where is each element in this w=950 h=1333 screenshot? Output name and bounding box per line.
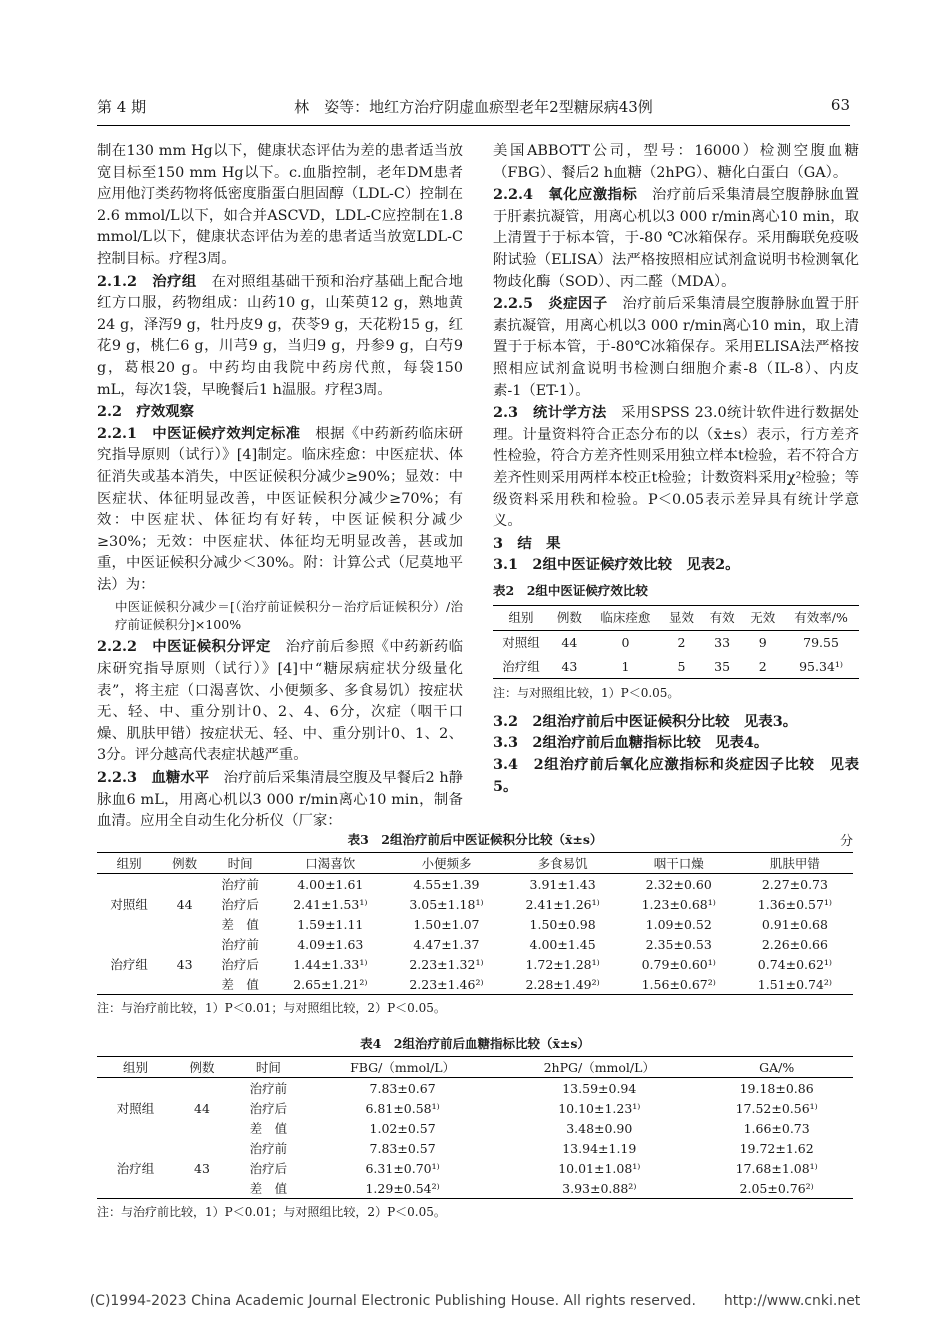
table-header-row	[97, 853, 853, 874]
paragraph: 2.2.1 中医证候疗效判定标准 根据《中药新药临床研究指导原则（试行）》[4]制定。临床痊愈：中医症状、体征消失或基本消失，中医证候积分减少≥90%；显效：中医症状、体征明显改善，中医证候积分减少≥70%；有效：中医症状、体征均有好转，中医证候积分减少≥30%；无效：中医症状、体征均无明显改善，甚或加重，中医证候积分减少＜30%。附：计算公式（尼莫地平法）为：	[97, 424, 463, 593]
table-cell: 4.09±1.63	[297, 936, 364, 952]
table-cell: 17.52±0.56¹⁾	[735, 1100, 818, 1116]
table-cell: 1.02±0.57	[369, 1120, 436, 1136]
table-cell: 6.81±0.58¹⁾	[365, 1100, 440, 1116]
table-cell: 对照组	[502, 635, 540, 651]
table-row	[97, 914, 853, 934]
table-cell: 1.44±1.33¹⁾	[293, 956, 368, 972]
section-heading: 2.2 疗效观察	[97, 403, 194, 421]
section-heading: 3 结 果	[493, 534, 561, 552]
table-unit: 分	[839, 834, 853, 849]
formula: 中医证候积分减少＝[（治疗前证候积分－治疗后证候积分）/治疗前证候积分]×100%	[115, 599, 463, 633]
sample-size-cell: 43	[174, 1138, 230, 1199]
table-caption: 表3 2组治疗前后中医证候积分比较（x̄±s）	[347, 832, 603, 847]
table-cell: 2.65±1.21²⁾	[272, 974, 388, 995]
column-header: 例数	[161, 853, 208, 874]
copyright-footer: (C)1994-2023 China Academic Journal Electronic Publishing House. All rights reserved. http://www.cnki.net	[89, 1293, 861, 1309]
table-cell: 13.94±1.19	[562, 1140, 637, 1156]
table-cell: 43	[549, 655, 590, 679]
column-header: 例数	[174, 1057, 230, 1078]
table-cell: 1.51±0.74²⁾	[737, 974, 853, 995]
table-cell: 3.48±0.90	[566, 1120, 633, 1136]
table-row	[97, 974, 853, 995]
column-header: 组别	[493, 606, 549, 631]
table-cell: 1.72±1.28¹⁾	[525, 956, 600, 972]
section-heading: 3.4 2组治疗前后氧化应激指标和炎症因子比较 见表5。	[493, 756, 859, 795]
table-cell: 10.01±1.08¹⁾	[558, 1160, 641, 1176]
section-heading: 2.2.2 中医证候积分评定	[97, 638, 271, 656]
table-cell: 4.00±1.45	[529, 936, 596, 952]
sample-size-cell: 44	[176, 896, 193, 912]
table-cell: 13.59±0.94	[562, 1080, 637, 1096]
section-heading: 2.2.4 氧化应激指标	[493, 186, 638, 204]
table-cell: 7.83±0.67	[369, 1080, 436, 1096]
table-cell: 1.50±0.98	[529, 916, 596, 932]
column-header: 咽干口燥	[621, 853, 737, 874]
table-cell: 1.56±0.67²⁾	[621, 974, 737, 995]
table-3	[97, 852, 853, 995]
paragraph: 美国ABBOTT公司，型号：16000）检测空腹血糖（FBG）、餐后2 h血糖（2hPG）、糖化白蛋白（GA）。	[493, 143, 859, 181]
section-heading: 3.1 2组中医证候疗效比较 见表2。	[493, 556, 740, 574]
sample-size-cell: 44	[194, 1100, 210, 1116]
table-cell: 10.10±1.23¹⁾	[558, 1100, 641, 1116]
table-cell: 33	[714, 635, 731, 651]
table-header-row	[97, 1057, 853, 1078]
group-name-cell: 对照组	[116, 1101, 155, 1116]
paragraph: 2.2.2 中医证候积分评定 治疗前后参照《中药新药临床研究指导原则（试行）》[4]中“糖尿病症状分级量化表”，将主症（口渴喜饮、小便频多、多食易饥）按症状无、轻、中、重分别计0、2、4、6分，次症（咽干口燥、肌肤甲错）按症状无、轻、中、重分别计0、1、2、3分。评分越高代表症状越严重。	[97, 638, 463, 764]
section-heading: 2.2.5 炎症因子	[493, 295, 608, 313]
table-cell: 4.47±1.37	[413, 936, 480, 952]
table-row	[493, 655, 859, 679]
time-cell: 差 值	[208, 974, 272, 995]
table-cell: 1.50±1.07	[413, 916, 480, 932]
column-header: 无效	[742, 606, 783, 631]
group-name-cell: 对照组	[110, 897, 148, 912]
table-cell: 2.41±1.53¹⁾	[293, 896, 368, 912]
group-name-cell: 治疗组	[97, 934, 161, 995]
time-cell: 治疗后	[221, 897, 259, 912]
time-cell: 治疗前	[249, 1141, 288, 1156]
column-header: 临床痊愈	[590, 606, 661, 631]
table-row	[97, 1078, 853, 1099]
table-cell: 79.55	[803, 635, 839, 651]
table-cell: 1.09±0.52	[645, 916, 712, 932]
table-cell: 2.05±0.76²⁾	[700, 1178, 853, 1199]
column-header: 有效率/%	[783, 606, 859, 631]
table-note: 注：与治疗前比较，1）P＜0.01；与对照组比较，2）P＜0.05。	[97, 1001, 446, 1015]
table-cell: 7.83±0.57	[369, 1140, 436, 1156]
column-header: 时间	[208, 853, 272, 874]
table-row	[493, 631, 859, 655]
table-4	[97, 1056, 853, 1199]
section-heading: 3.3 2组治疗前后血糖指标比较 见表4。	[493, 734, 769, 752]
column-header: FBG/（mmol/L）	[307, 1057, 498, 1078]
column-header: 例数	[549, 606, 590, 631]
time-cell: 治疗后	[249, 1101, 288, 1116]
table-cell: 3.91±1.43	[529, 876, 596, 892]
table-cell: 2.23±1.32¹⁾	[409, 956, 484, 972]
table-row	[97, 934, 853, 954]
table-cell: 3.93±0.88²⁾	[498, 1178, 700, 1199]
table-header-row	[493, 606, 859, 631]
table-cell: 1	[590, 655, 661, 679]
table-cell: 4.55±1.39	[413, 876, 480, 892]
time-cell: 治疗后	[249, 1161, 288, 1176]
paragraph: 2.2.3 血糖水平 治疗前后采集清晨空腹及早餐后2 h静脉血6 mL，用离心机以3 000 r/min离心10 min，制备血清。应用全自动生化分析仪（厂家：	[97, 769, 464, 830]
section-heading: 2.2.1 中医证候疗效判定标准	[97, 424, 301, 442]
table-cell: 2.28±1.49²⁾	[505, 974, 621, 995]
table-cell: 2.41±1.26¹⁾	[525, 896, 600, 912]
table-cell: 2.27±0.73	[761, 876, 828, 892]
table-row	[97, 1138, 853, 1158]
table-cell: 35	[702, 655, 743, 679]
column-header: 口渴喜饮	[272, 853, 388, 874]
table-cell: 0.74±0.62¹⁾	[757, 956, 832, 972]
table-cell: 95.34¹⁾	[783, 655, 859, 679]
running-title: 林 姿等：地红方治疗阴虚血瘀型老年2型糖尿病43例	[294, 98, 653, 116]
table-cell: 17.68±1.08¹⁾	[735, 1160, 818, 1176]
table-cell: 6.31±0.70¹⁾	[365, 1160, 440, 1176]
table-cell: 5	[661, 655, 702, 679]
time-cell: 差 值	[221, 917, 259, 932]
table-cell: 0.79±0.60¹⁾	[641, 956, 716, 972]
page-number: 63	[830, 96, 850, 114]
table-cell: 19.18±0.86	[739, 1080, 814, 1096]
column-header: 小便频多	[388, 853, 504, 874]
table-row	[97, 874, 853, 895]
table-cell: 44	[561, 635, 578, 651]
table-cell: 19.72±1.62	[739, 1140, 814, 1156]
right-column	[493, 141, 859, 797]
time-cell: 治疗后	[221, 957, 259, 972]
time-cell: 治疗前	[221, 877, 259, 892]
table-caption: 表4 2组治疗前后血糖指标比较（x̄±s）	[360, 1036, 590, 1051]
table-cell: 1.29±0.54²⁾	[307, 1178, 498, 1199]
sample-size-cell: 43	[161, 934, 208, 995]
table-note: 注：与对照组比较，1）P＜0.05。	[493, 686, 680, 701]
paragraph: 2.3 统计学方法 采用SPSS 23.0统计软件进行数据处理。计量资料符合正态分布的以（x̄±s）表示，行方差齐性检验，符合方差齐性则采用独立样本t检验，若不符合方差齐性则采用两样本校正t检验；计数资料采用χ²检验；等级资料采用秩和检验。P＜0.05表示差异具有统计学意义。	[493, 404, 859, 530]
column-header: 2hPG/（mmol/L）	[498, 1057, 700, 1078]
table-cell: 1.36±0.57¹⁾	[757, 896, 832, 912]
paragraph: 2.2.4 氧化应激指标 治疗前后采集清晨空腹静脉血置于肝素抗凝管，用离心机以3 000 r/min离心10 min，取上清置于于标本管，于-80 ℃冰箱保存。采用酶联免疫吸附试验（ELISA）法严格按照相应试剂盒说明书检测氧化物歧化酶（SOD）、丙二醛（MDA）。	[493, 186, 859, 290]
column-header: 有效	[702, 606, 743, 631]
paragraph: 制在130 mm Hg以下，健康状态评估为差的患者适当放宽目标至150 mm Hg以下。c.血脂控制，老年DM患者应用他汀类药物将低密度脂蛋白胆固醇（LDL-C）控制在2.6 mmol/L以下，如合并ASCVD，LDL-C应控制在1.8 mmol/L以下，健康状态评估为差的患者适当放宽LDL-C控制目标。疗程3周。	[97, 143, 463, 267]
table-cell: 0.91±0.68	[761, 916, 828, 932]
column-header: GA/%	[700, 1057, 853, 1078]
table-cell: 3.05±1.18¹⁾	[409, 896, 484, 912]
table-cell: 9	[758, 635, 767, 651]
table-caption: 表2 2组中医证候疗效比较	[493, 582, 648, 598]
section-heading: 2.1.2 治疗组	[97, 272, 197, 290]
table-row	[97, 954, 853, 974]
table-4-block	[97, 1030, 853, 1226]
table-cell: 1.59±1.11	[297, 916, 364, 932]
table-cell: 治疗组	[493, 655, 549, 679]
table-note: 注：与治疗前比较，1）P＜0.01；与对照组比较，2）P＜0.05。	[97, 1205, 446, 1219]
table-cell: 2.23±1.46²⁾	[388, 974, 504, 995]
section-heading: 2.3 统计学方法	[493, 404, 607, 422]
table-cell: 0	[621, 635, 630, 651]
column-header: 时间	[230, 1057, 307, 1078]
table-row	[97, 894, 853, 914]
table-cell: 4.00±1.61	[297, 876, 364, 892]
time-cell: 治疗前	[221, 937, 259, 952]
paragraph: 2.1.2 治疗组 在对照组基础干预和治疗基础上配合地红方口服，药物组成：山药10 g，山茱萸12 g，熟地黄24 g，泽泻9 g，牡丹皮9 g，茯苓9 g，天花粉15 g，红花9 g，桃仁6 g，川芎9 g，当归9 g，丹参9 g，白芍9 g，葛根20 g。中药均由我院中药房代煎，每袋150 mL，每次1袋，早晚餐后1 h温服。疗程3周。	[97, 272, 463, 398]
table-cell: 1.23±0.68¹⁾	[641, 896, 716, 912]
time-cell: 差 值	[249, 1121, 288, 1136]
column-header: 组别	[97, 853, 161, 874]
table-cell: 2.32±0.60	[645, 876, 712, 892]
table-cell: 1.66±0.73	[743, 1120, 810, 1136]
table-3-block	[97, 826, 853, 1022]
time-cell: 差 值	[230, 1178, 307, 1199]
left-column	[97, 141, 463, 833]
paragraph: 2.2.5 炎症因子 治疗前后采集清晨空腹静脉血置于肝素抗凝管，用离心机以3 000 r/min离心10 min，取上清置于于标本管，于-80℃冰箱保存。采用ELISA法严格按照相应试剂盒说明书检测白细胞介素-8（IL-8）、内皮素-1（ET-1）。	[493, 295, 859, 399]
column-header: 组别	[97, 1057, 174, 1078]
header-rule	[97, 125, 850, 126]
column-header: 肌肤甲错	[737, 853, 853, 874]
issue-number: 第 4 期	[97, 98, 147, 116]
section-heading: 3.2 2组治疗前后中医证候积分比较 见表3。	[493, 712, 798, 730]
group-name-cell: 治疗组	[97, 1138, 174, 1199]
time-cell: 治疗前	[249, 1081, 288, 1096]
table-cell: 2.35±0.53	[645, 936, 712, 952]
table-cell: 2	[677, 635, 686, 651]
column-header: 多食易饥	[505, 853, 621, 874]
table-cell: 2.26±0.66	[761, 936, 828, 952]
table-2	[493, 605, 859, 679]
column-header: 显效	[661, 606, 702, 631]
section-heading: 2.2.3 血糖水平	[97, 769, 210, 787]
table-cell: 2	[742, 655, 783, 679]
running-header	[97, 96, 850, 120]
